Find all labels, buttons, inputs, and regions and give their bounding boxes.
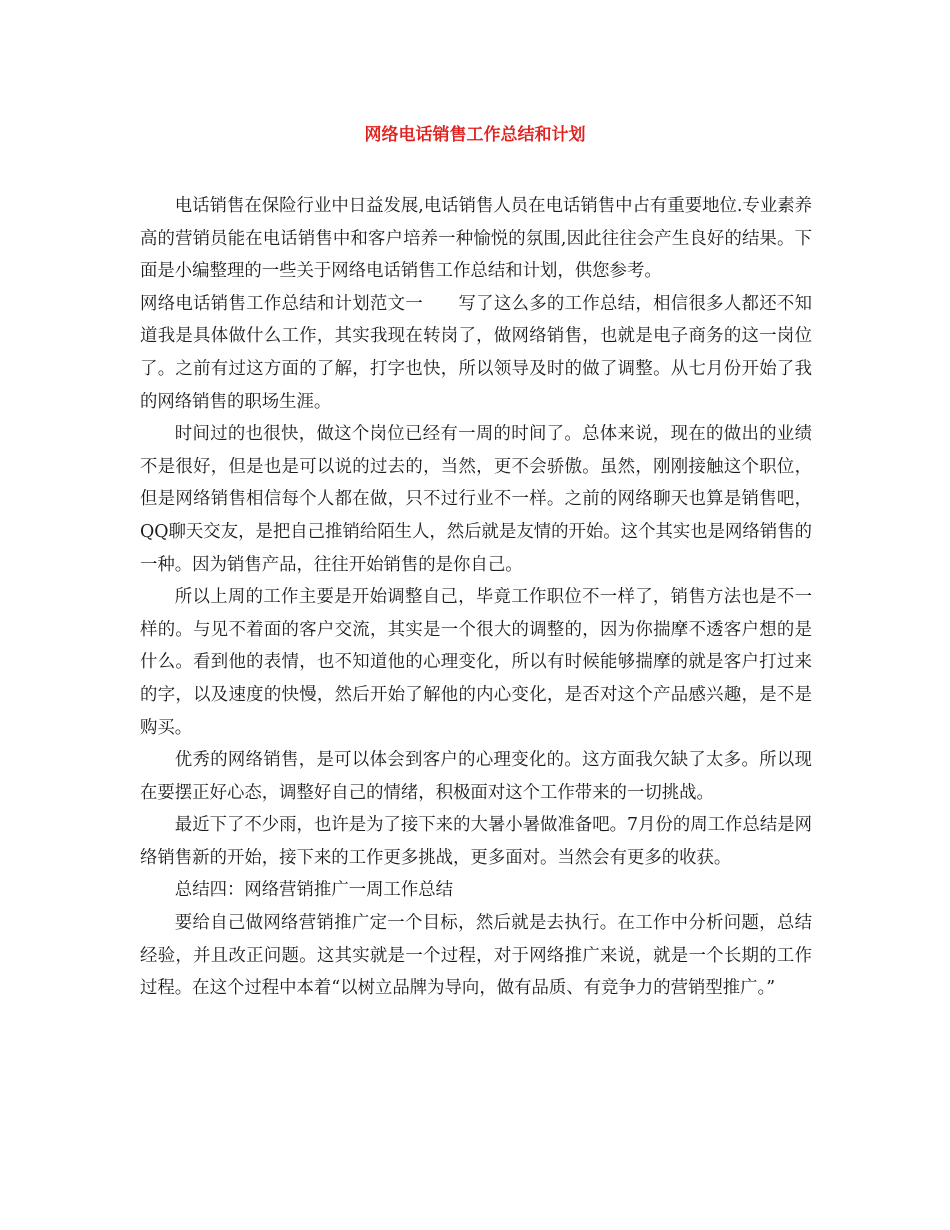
paragraph-intro: 电话销售在保险行业中日益发展,电话销售人员在电话销售中占有重要地位.专业素养高的营销员能在电话销售中和客户培养一种愉悦的氛围,因此往往会产生良好的结果。下面是小编整理的一些关于网络电话销售工作总结和计划，供您参考。 (140, 196, 812, 282)
paragraph-mindset: 优秀的网络销售，是可以体会到客户的心理变化的。这方面我欠缺了太多。所以现在要摆正好心态，调整好自己的情绪，积极面对这个工作带来的一切挑战。 (140, 750, 812, 803)
paragraph-first-week: 时间过的也很快，做这个岗位已经有一周的时间了。总体来说，现在的做出的业绩不是很好，但是也是可以说的过去的，当然，更不会骄傲。虽然，刚刚接触这个职位，但是网络销售相信每个人都在做，只不过行业不一样。之前的网络聊天也算是销售吧，QQ聊天交友，是把自己推销给陌生人，然后就是友情的开始。这个其实也是网络销售的一种。因为销售产品，往往开始销售的是你自己。 (140, 424, 812, 575)
paragraph-promotion-goal: 要给自己做网络营销推广定一个目标，然后就是去执行。在工作中分析问题，总结经验，并且改正问题。这其实就是一个过程，对于网络推广来说，就是一个长期的工作过程。在这个过程中本着“以树立品牌为导向，做有品质、有竞争力的营销型推广。” (140, 913, 812, 999)
document-title: 网络电话销售工作总结和计划 (364, 125, 586, 145)
paragraph-sample-one: 网络电话销售工作总结和计划范文一 写了这么多的工作总结，相信很多人都还不知道我是具体做什么工作，其实我现在转岗了，做网络销售，也就是电子商务的这一岗位了。之前有过这方面的了解，打字也快，所以领导及时的做了调整。从七月份开始了我的网络销售的职场生涯。 (140, 293, 812, 412)
section-heading-summary-four: 总结四：网络营销推广一周工作总结 (174, 880, 454, 901)
paragraph-adjustment: 所以上周的工作主要是开始调整自己，毕竟工作职位不一样了，销售方法也是不一样的。与见不着面的客户交流，其实是一个很大的调整的，因为你揣摩不透客户想的是什么。看到他的表情，也不知道他的心理变化，所以有时候能够揣摩的就是客户打过来的字，以及速度的快慢，然后开始了解他的内心变化，是否对这个产品感兴趣，是不是购买。 (140, 587, 812, 738)
paragraph-july-summary: 最近下了不少雨，也许是为了接下来的大暑小暑做准备吧。7月份的周工作总结是网络销售新的开始，接下来的工作更多挑战，更多面对。当然会有更多的收获。 (140, 815, 812, 868)
document-body (140, 190, 812, 1005)
